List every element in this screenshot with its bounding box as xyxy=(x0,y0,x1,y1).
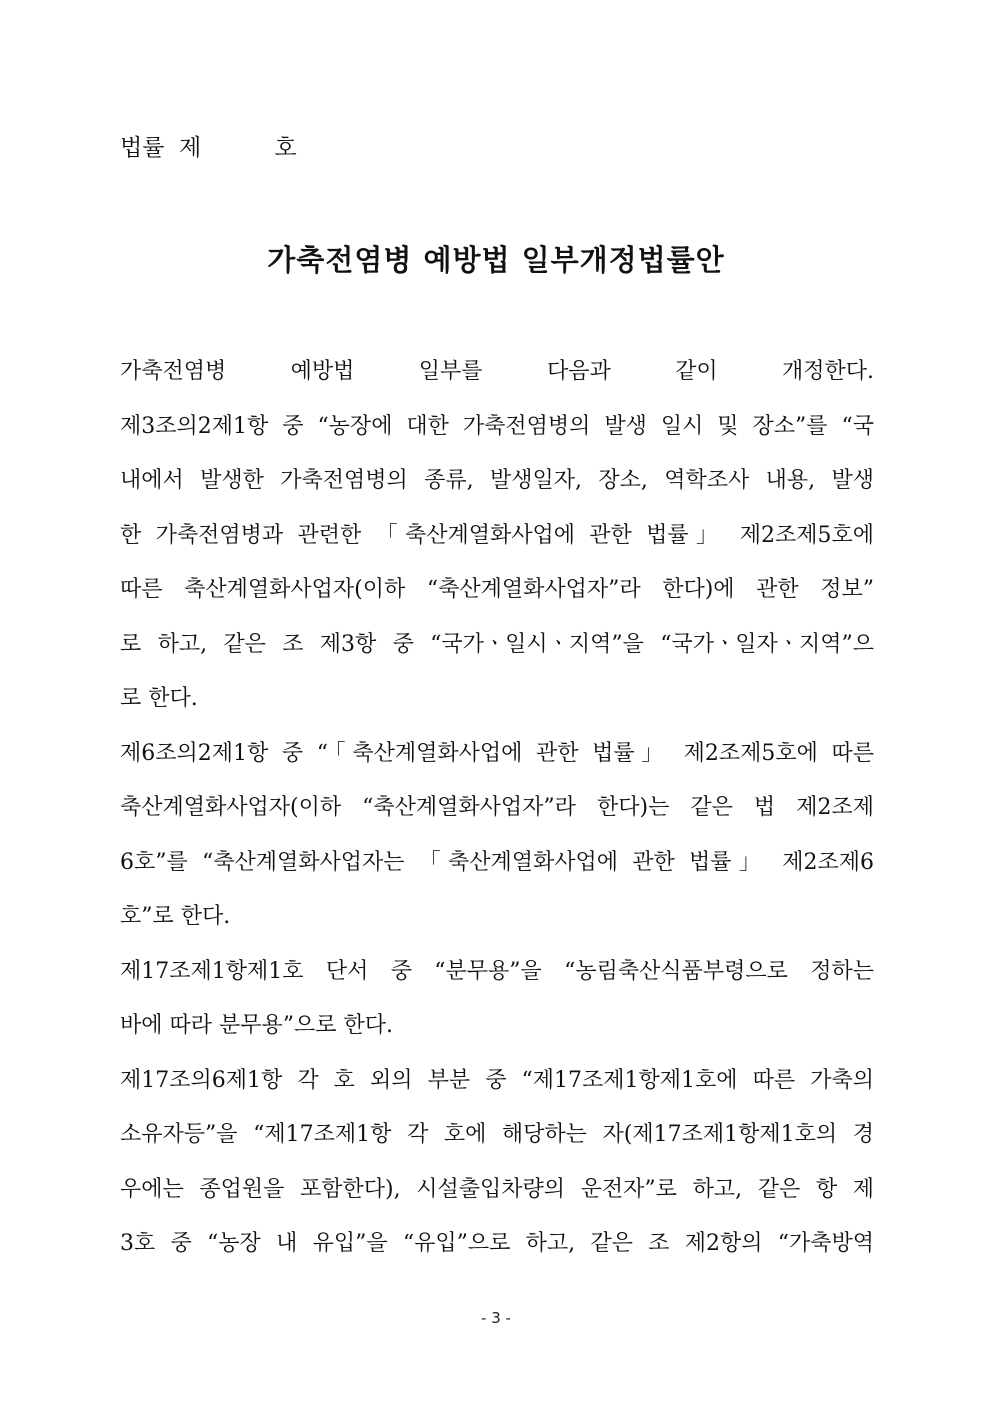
page-title: 가축전염병 예방법 일부개정법률안 xyxy=(267,243,725,277)
body-line: 제6조의2제1항 중 “「축산계열화사업에 관한 법률」 제2조제5호에 따른 xyxy=(120,740,874,766)
body-line: 호”로 한다. xyxy=(120,904,231,929)
body-line: 3호 중 “농장 내 유입”을 “유입”으로 하고, 같은 조 제2항의 “가축방역 xyxy=(120,1231,874,1256)
body-line: 우에는 종업원을 포함한다), 시설출입차량의 운전자”로 하고, 같은 항 제 xyxy=(120,1176,874,1202)
body-line: 제17조제1항제1호 단서 중 “분무용”을 “농림축산식품부령으로 정하는 xyxy=(120,958,874,984)
document-body xyxy=(120,352,874,1279)
body-line: 한 가축전염병과 관련한 「축산계열화사업에 관한 법률」 제2조제5호에 xyxy=(120,522,874,548)
body-line: 축산계열화사업자(이하 “축산계열화사업자”라 한다)는 같은 법 제2조제 xyxy=(120,795,874,820)
body-line: 6호”를 “축산계열화사업자는 「축산계열화사업에 관한 법률」 제2조제6 xyxy=(120,849,874,875)
body-line: 가축전염병 예방법 일부를 다음과 같이 개정한다. xyxy=(120,359,874,384)
body-line: 로 하고, 같은 조 제3항 중 “국가ㆍ일시ㆍ지역”을 “국가ㆍ일자ㆍ지역”으 xyxy=(120,631,874,657)
body-line: 제17조의6제1항 각 호 외의 부분 중 “제17조제1항제1호에 따른 가축의 xyxy=(120,1067,874,1093)
body-line: 따른 축산계열화사업자(이하 “축산계열화사업자”라 한다)에 관한 정보” xyxy=(120,577,874,602)
body-line: 내에서 발생한 가축전염병의 종류, 발생일자, 장소, 역학조사 내용, 발생 xyxy=(120,468,874,493)
body-line: 바에 따라 분무용”으로 한다. xyxy=(120,1013,393,1038)
body-line: 소유자등”을 “제17조제1항 각 호에 해당하는 자(제17조제1항제1호의 경 xyxy=(120,1122,874,1147)
body-line: 로 한다. xyxy=(120,686,198,711)
law-number: 법률 제 호 xyxy=(120,135,297,161)
body-line: 제3조의2제1항 중 “농장에 대한 가축전염병의 발생 일시 및 장소”를 “국 xyxy=(120,413,874,439)
page-number: - 3 - xyxy=(481,1309,511,1327)
